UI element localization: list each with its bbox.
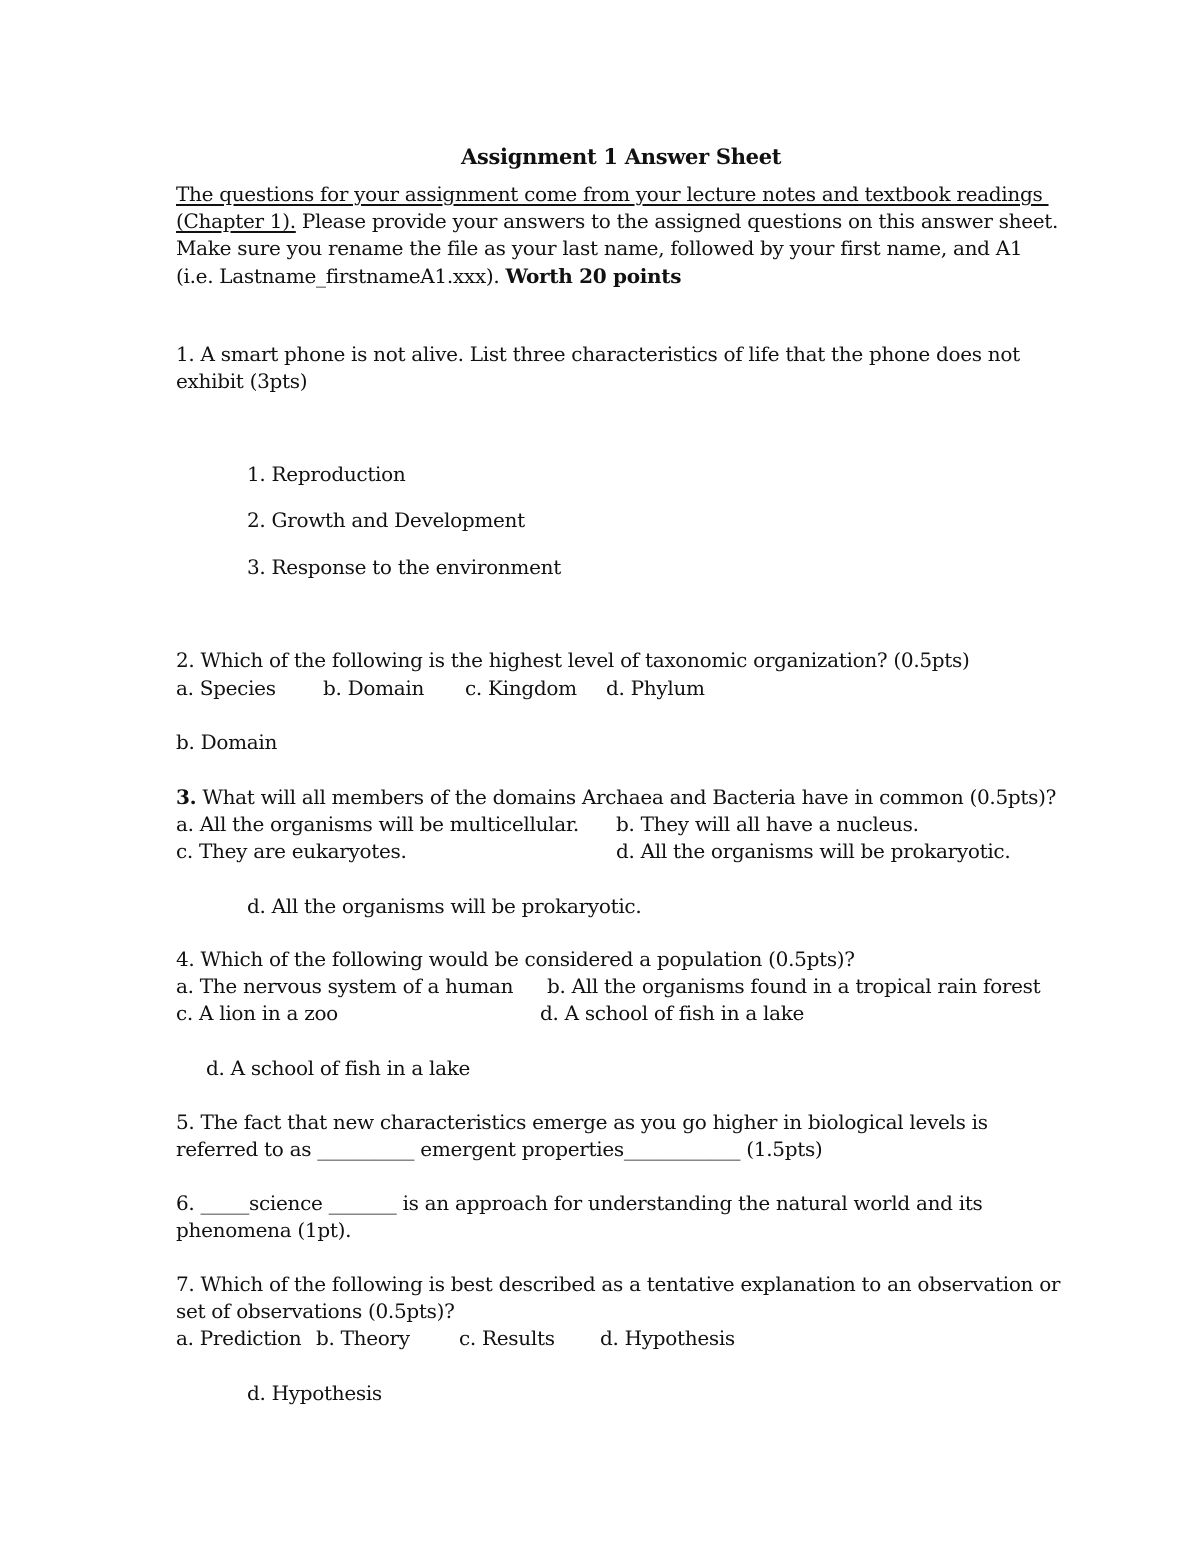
q7-line-2: set of observations (0.5pts)? (176, 1299, 455, 1323)
intro-line-4 (176, 263, 681, 290)
page-title: Assignment 1 Answer Sheet (461, 144, 782, 169)
q2-option-b: b. Domain (323, 676, 425, 700)
q4-option-a: a. The nervous system of a human (176, 974, 514, 998)
q3-answer: d. All the organisms will be prokaryotic. (247, 894, 642, 918)
q1-line-2: exhibit (3pts) (176, 369, 308, 393)
q3-option-b: b. They will all have a nucleus. (616, 812, 919, 836)
q7-answer: d. Hypothesis (247, 1381, 382, 1405)
intro-line-2-rest: Please provide your answers to the assigned questions on this answer sheet. (295, 209, 1059, 233)
q1-answer-3: 3. Response to the environment (247, 555, 561, 579)
q7-line-1: 7. Which of the following is best described as a tentative explanation to an observation or (176, 1272, 1061, 1296)
q2-option-c: c. Kingdom (465, 676, 577, 700)
intro-line-2 (176, 208, 1058, 235)
q4-question: 4. Which of the following would be considered a population (0.5pts)? (176, 947, 855, 971)
q2-question: 2. Which of the following is the highest level of taxonomic organization? (0.5pts) (176, 648, 970, 672)
q3-question-line (176, 784, 1056, 811)
q4-option-c: c. A lion in a zoo (176, 1001, 338, 1025)
q2-option-d: d. Phylum (606, 676, 705, 700)
q3-option-c: c. They are eukaryotes. (176, 839, 407, 863)
q2-option-a: a. Species (176, 676, 276, 700)
intro-points: Worth 20 points (505, 264, 682, 288)
q4-option-b: b. All the organisms found in a tropical rain forest (547, 974, 1041, 998)
q1-line-1: 1. A smart phone is not alive. List three characteristics of life that the phone does not (176, 342, 1020, 366)
q7-option-b: b. Theory (316, 1326, 410, 1350)
intro-chapter-ref: (Chapter 1). (176, 209, 296, 233)
q4-option-d: d. A school of fish in a lake (540, 1001, 805, 1025)
intro-line-3: Make sure you rename the file as your last name, followed by your first name, and A1 (176, 236, 1023, 260)
q1-answer-1: 1. Reproduction (247, 462, 406, 486)
q7-option-a: a. Prediction (176, 1326, 302, 1350)
q7-option-c: c. Results (459, 1326, 555, 1350)
q2-answer: b. Domain (176, 730, 278, 754)
q5-line-1: 5. The fact that new characteristics emerge as you go higher in biological levels is (176, 1110, 988, 1134)
q4-answer: d. A school of fish in a lake (206, 1056, 471, 1080)
q7-option-d: d. Hypothesis (600, 1326, 735, 1350)
q6-line-2: phenomena (1pt). (176, 1218, 352, 1242)
q3-option-d: d. All the organisms will be prokaryotic. (616, 839, 1011, 863)
intro-filename-example: (i.e. Lastname_firstnameA1.xxx). (176, 264, 506, 288)
q3-number: 3. (176, 785, 197, 809)
q5-line-2: referred to as __________ emergent properties____________ (1.5pts) (176, 1137, 823, 1161)
q3-option-a: a. All the organisms will be multicellular. (176, 812, 579, 836)
q3-question: What will all members of the domains Archaea and Bacteria have in common (0.5pts)? (196, 785, 1057, 809)
intro-line-1: The questions for your assignment come from your lecture notes and textbook readings (176, 182, 1049, 206)
q1-answer-2: 2. Growth and Development (247, 508, 525, 532)
q6-line-1: 6. _____science _______ is an approach for understanding the natural world and its (176, 1191, 983, 1215)
